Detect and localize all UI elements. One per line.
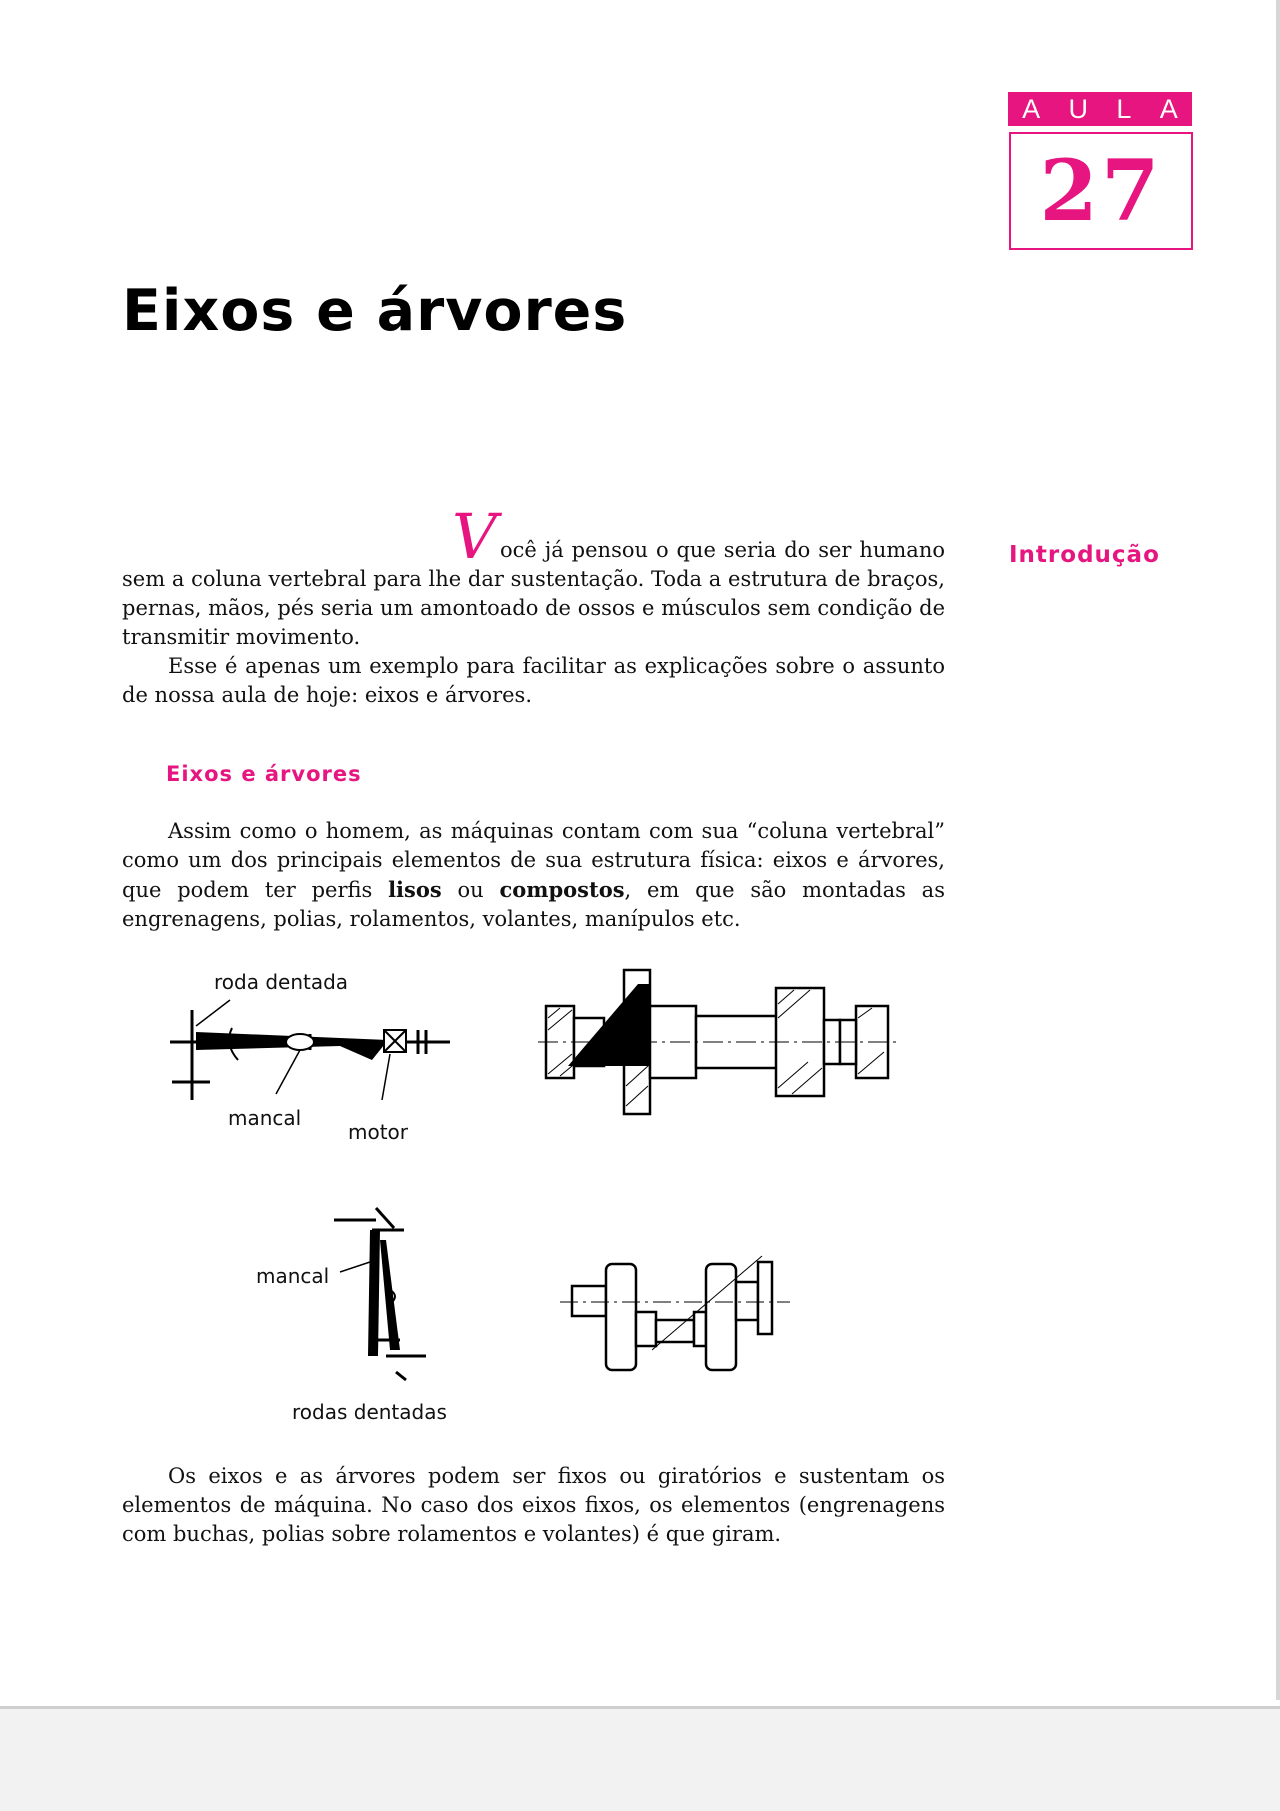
- intro-paragraph-1: sem a coluna vertebral para lhe dar sustentação. Toda a estrutura de braços, pernas, mãos, pés seria um amontoado de ossos e músculos sem condição de transmitir movimento.: [122, 567, 945, 649]
- figure-composite-shaft: [538, 966, 898, 1116]
- closing-text: [122, 1462, 945, 1549]
- label-motor: motor: [348, 1120, 409, 1144]
- bearing-ellipse: [286, 1034, 314, 1050]
- section-text: [122, 817, 945, 934]
- right-journal: [736, 1282, 758, 1320]
- closing-paragraph: Os eixos e as árvores podem ser fixos ou giratórios e sustentam os elementos de máquina. No caso dos eixos fixos, os elementos (engrenagens com buchas, polias sobre rolamentos e volantes) é que giram.: [122, 1464, 945, 1546]
- crank-web-right: [706, 1264, 736, 1370]
- section-paragraph-1: [122, 817, 945, 934]
- leader-motor: [382, 1054, 390, 1100]
- badge-letter: A: [1159, 93, 1178, 124]
- lesson-badge-band: [1008, 92, 1192, 126]
- page-bottom-area: [0, 1709, 1280, 1811]
- figure-transmission-schematic: [160, 990, 470, 1100]
- paragraph-text: , em que são montadas as engrenagens, polias, rolamentos, volantes, manípulos etc.: [122, 878, 945, 931]
- lesson-number: 27: [1039, 141, 1163, 240]
- label-roda-dentada: roda dentada: [214, 970, 349, 994]
- intro-paragraph-2: Esse é apenas um exemplo para facilitar as explicações sobre o assunto de nossa aula de hoje: eixos e árvores.: [122, 654, 945, 707]
- bold-term-lisos: lisos: [388, 877, 442, 902]
- badge-letter: A: [1022, 93, 1041, 124]
- section-heading: Eixos e árvores: [166, 762, 362, 786]
- label-rodas-dentadas: rodas dentadas: [292, 1400, 447, 1424]
- lesson-number-box: [1009, 132, 1193, 250]
- badge-letter: L: [1116, 93, 1132, 124]
- figure-vertical-shaft: [330, 1200, 440, 1390]
- label-mancal: mancal: [256, 1264, 330, 1288]
- intro-first-line-text: ocê já pensou o que seria do ser humano: [500, 538, 945, 562]
- paragraph-text: ou: [441, 878, 500, 902]
- badge-letter: U: [1068, 93, 1089, 124]
- drop-cap: V: [452, 500, 497, 573]
- end-flange: [758, 1262, 772, 1334]
- crank-web-left: [606, 1264, 636, 1370]
- intro-first-line: [452, 500, 945, 573]
- leader-roda: [196, 1000, 230, 1026]
- leader-mancal: [276, 1050, 300, 1094]
- left-journal: [572, 1286, 606, 1316]
- margin-label-introduction: Introdução: [1009, 542, 1160, 568]
- page-title: Eixos e árvores: [122, 278, 628, 344]
- shaft-body: [368, 1230, 380, 1356]
- paragraph-text: Assim como o homem, as máquinas contam com sua “coluna vertebral” como um dos principais elementos de sua estrutura física: eixos e árvores, que podem ter perfis: [122, 819, 945, 902]
- label-mancal: mancal: [228, 1106, 302, 1130]
- intro-text: [122, 565, 945, 710]
- page-edge-right: [1276, 0, 1280, 1700]
- leader-mancal: [340, 1262, 370, 1272]
- bold-term-compostos: compostos: [499, 877, 625, 902]
- figure-crankshaft: [560, 1250, 790, 1380]
